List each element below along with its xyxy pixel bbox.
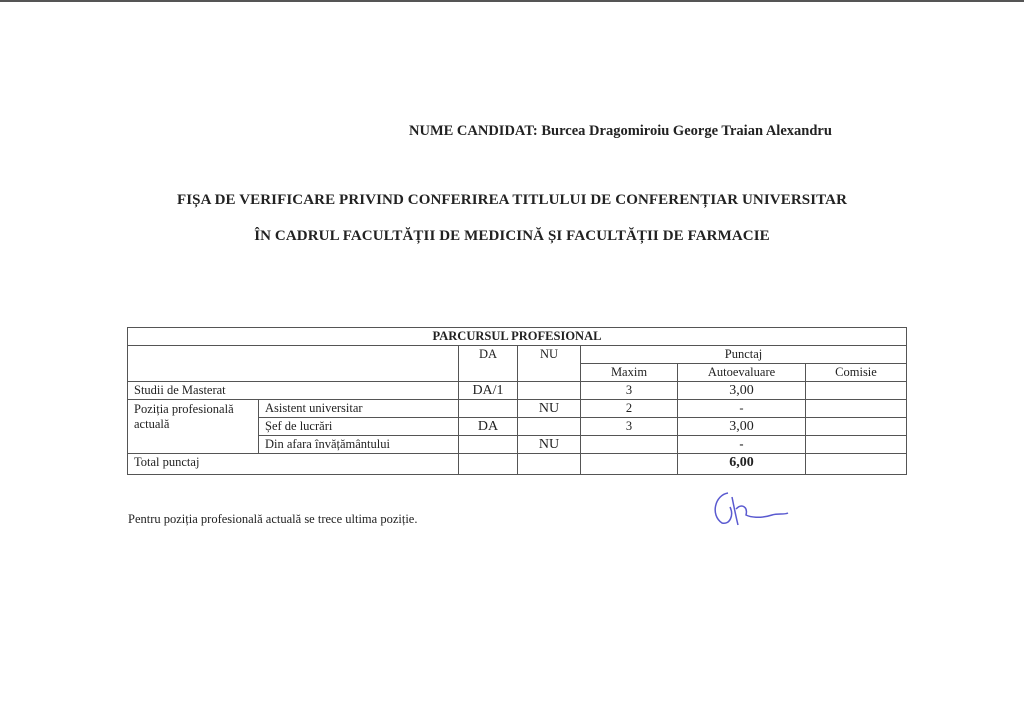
cell-nu: NU: [518, 436, 581, 454]
cell-maxim: 3: [581, 382, 678, 400]
header-comisie: Comisie: [806, 364, 907, 382]
footnote: Pentru poziția profesională actuală se trece ultima poziție.: [128, 512, 418, 526]
header-nu: NU: [518, 346, 581, 382]
cell-auto: 3,00: [678, 382, 806, 400]
row-label: Din afara învățământului: [259, 436, 459, 454]
candidate-name: Burcea Dragomiroiu George Traian Alexandru: [541, 123, 832, 139]
total-label: Total punctaj: [128, 454, 459, 475]
table-row: Șef de lucrări DA 3 3,00: [128, 418, 907, 436]
candidate-label: NUME CANDIDAT:: [409, 123, 538, 139]
title-line-1: FIȘA DE VERIFICARE PRIVIND CONFERIREA TITLULUI DE CONFERENȚIAR UNIVERSITAR: [176, 192, 847, 208]
table-title: PARCURSUL PROFESIONAL: [128, 328, 907, 346]
table-row: Poziția profesională actuală Asistent universitar NU 2 -: [128, 400, 907, 418]
title-line-2: ÎN CADRUL FACULTĂȚII DE MEDICINĂ ȘI FACULTĂȚII DE FARMACIE: [254, 228, 770, 244]
cell-da: DA/1: [459, 382, 518, 400]
signature: [700, 485, 790, 530]
header-maxim: Maxim: [581, 364, 678, 382]
header-punctaj: Punctaj: [581, 346, 907, 364]
scan-edge: [0, 0, 1024, 2]
position-group-label: Poziția profesională actuală: [128, 400, 259, 454]
row-label: Asistent universitar: [259, 400, 459, 418]
cell-da: DA: [459, 418, 518, 436]
total-row: [128, 454, 907, 475]
total-value: 6,00: [678, 454, 806, 475]
table-row: Din afara învățământului NU -: [128, 436, 907, 454]
candidate-line: [409, 123, 832, 140]
header-autoevaluare: Autoevaluare: [678, 364, 806, 382]
row-label: Studii de Masterat: [128, 382, 459, 400]
header-da: DA: [459, 346, 518, 382]
row-label: Șef de lucrări: [259, 418, 459, 436]
cell-nu: NU: [518, 400, 581, 418]
table-row: [128, 382, 907, 400]
career-table: [127, 327, 907, 475]
